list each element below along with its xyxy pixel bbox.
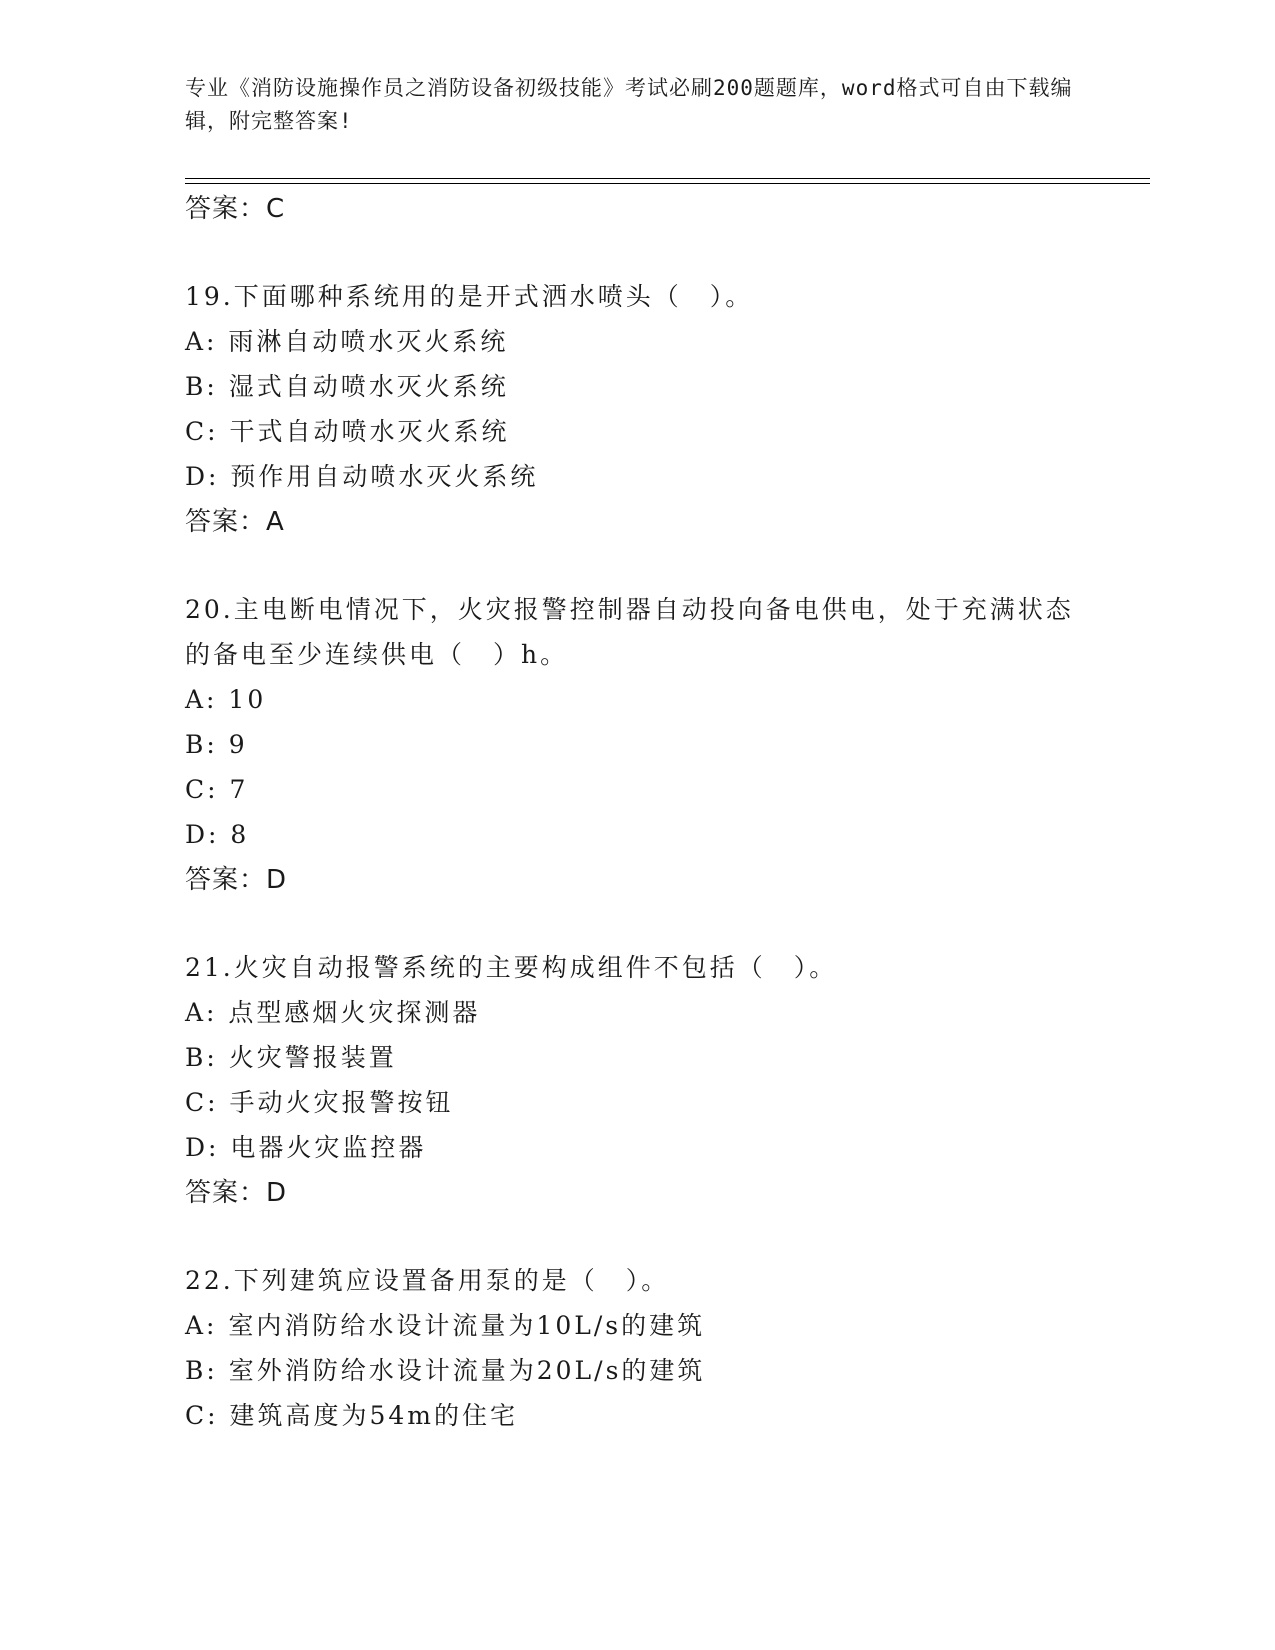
header-text: 专业《消防设施操作员之消防设备初级技能》考试必刷200题题库，word格式可自由下载编辑，附完整答案! <box>185 76 1073 133</box>
answer-line: 答案：A <box>185 507 285 537</box>
question-list <box>185 186 1085 1480</box>
option-a: A: 点型感烟火灾探测器 <box>185 998 481 1027</box>
question-text: 21.火灾自动报警系统的主要构成组件不包括（ ）。 <box>185 953 838 982</box>
option-d: D: 预作用自动喷水灭火系统 <box>185 462 539 491</box>
option-b: B: 湿式自动喷水灭火系统 <box>185 372 509 401</box>
option-b: B: 火灾警报装置 <box>185 1043 397 1072</box>
answer-line: 答案：D <box>185 1178 288 1208</box>
header-divider-bottom <box>185 183 1150 184</box>
question-20 <box>185 587 1085 903</box>
option-c: C: 干式自动喷水灭火系统 <box>185 417 510 446</box>
question-text: 22.下列建筑应设置备用泵的是（ ）。 <box>185 1266 670 1295</box>
answer-line: 答案：C <box>185 194 286 224</box>
header-divider-top <box>185 178 1150 179</box>
page-header <box>185 72 1085 138</box>
option-c: C: 建筑高度为54m的住宅 <box>185 1401 519 1430</box>
option-a: A: 10 <box>185 685 267 714</box>
option-a: A: 室内消防给水设计流量为10L/s的建筑 <box>185 1311 706 1340</box>
option-d: D: 电器火灾监控器 <box>185 1133 427 1162</box>
option-d: D: 8 <box>185 820 250 849</box>
question-text: 19.下面哪种系统用的是开式洒水喷头（ ）。 <box>185 282 754 311</box>
question-21 <box>185 945 1085 1216</box>
question-19 <box>185 274 1085 545</box>
option-b: B: 室外消防给水设计流量为20L/s的建筑 <box>185 1356 706 1385</box>
option-a: A: 雨淋自动喷水灭火系统 <box>185 327 509 356</box>
answer-line: 答案：D <box>185 865 288 895</box>
option-c: C: 7 <box>185 775 249 804</box>
question-22 <box>185 1258 1085 1438</box>
option-c: C: 手动火灾报警按钮 <box>185 1088 454 1117</box>
question-text: 20.主电断电情况下，火灾报警控制器自动投向备电供电，处于充满状态的备电至少连续供电（ ）h。 <box>185 595 1074 669</box>
option-b: B: 9 <box>185 730 248 759</box>
